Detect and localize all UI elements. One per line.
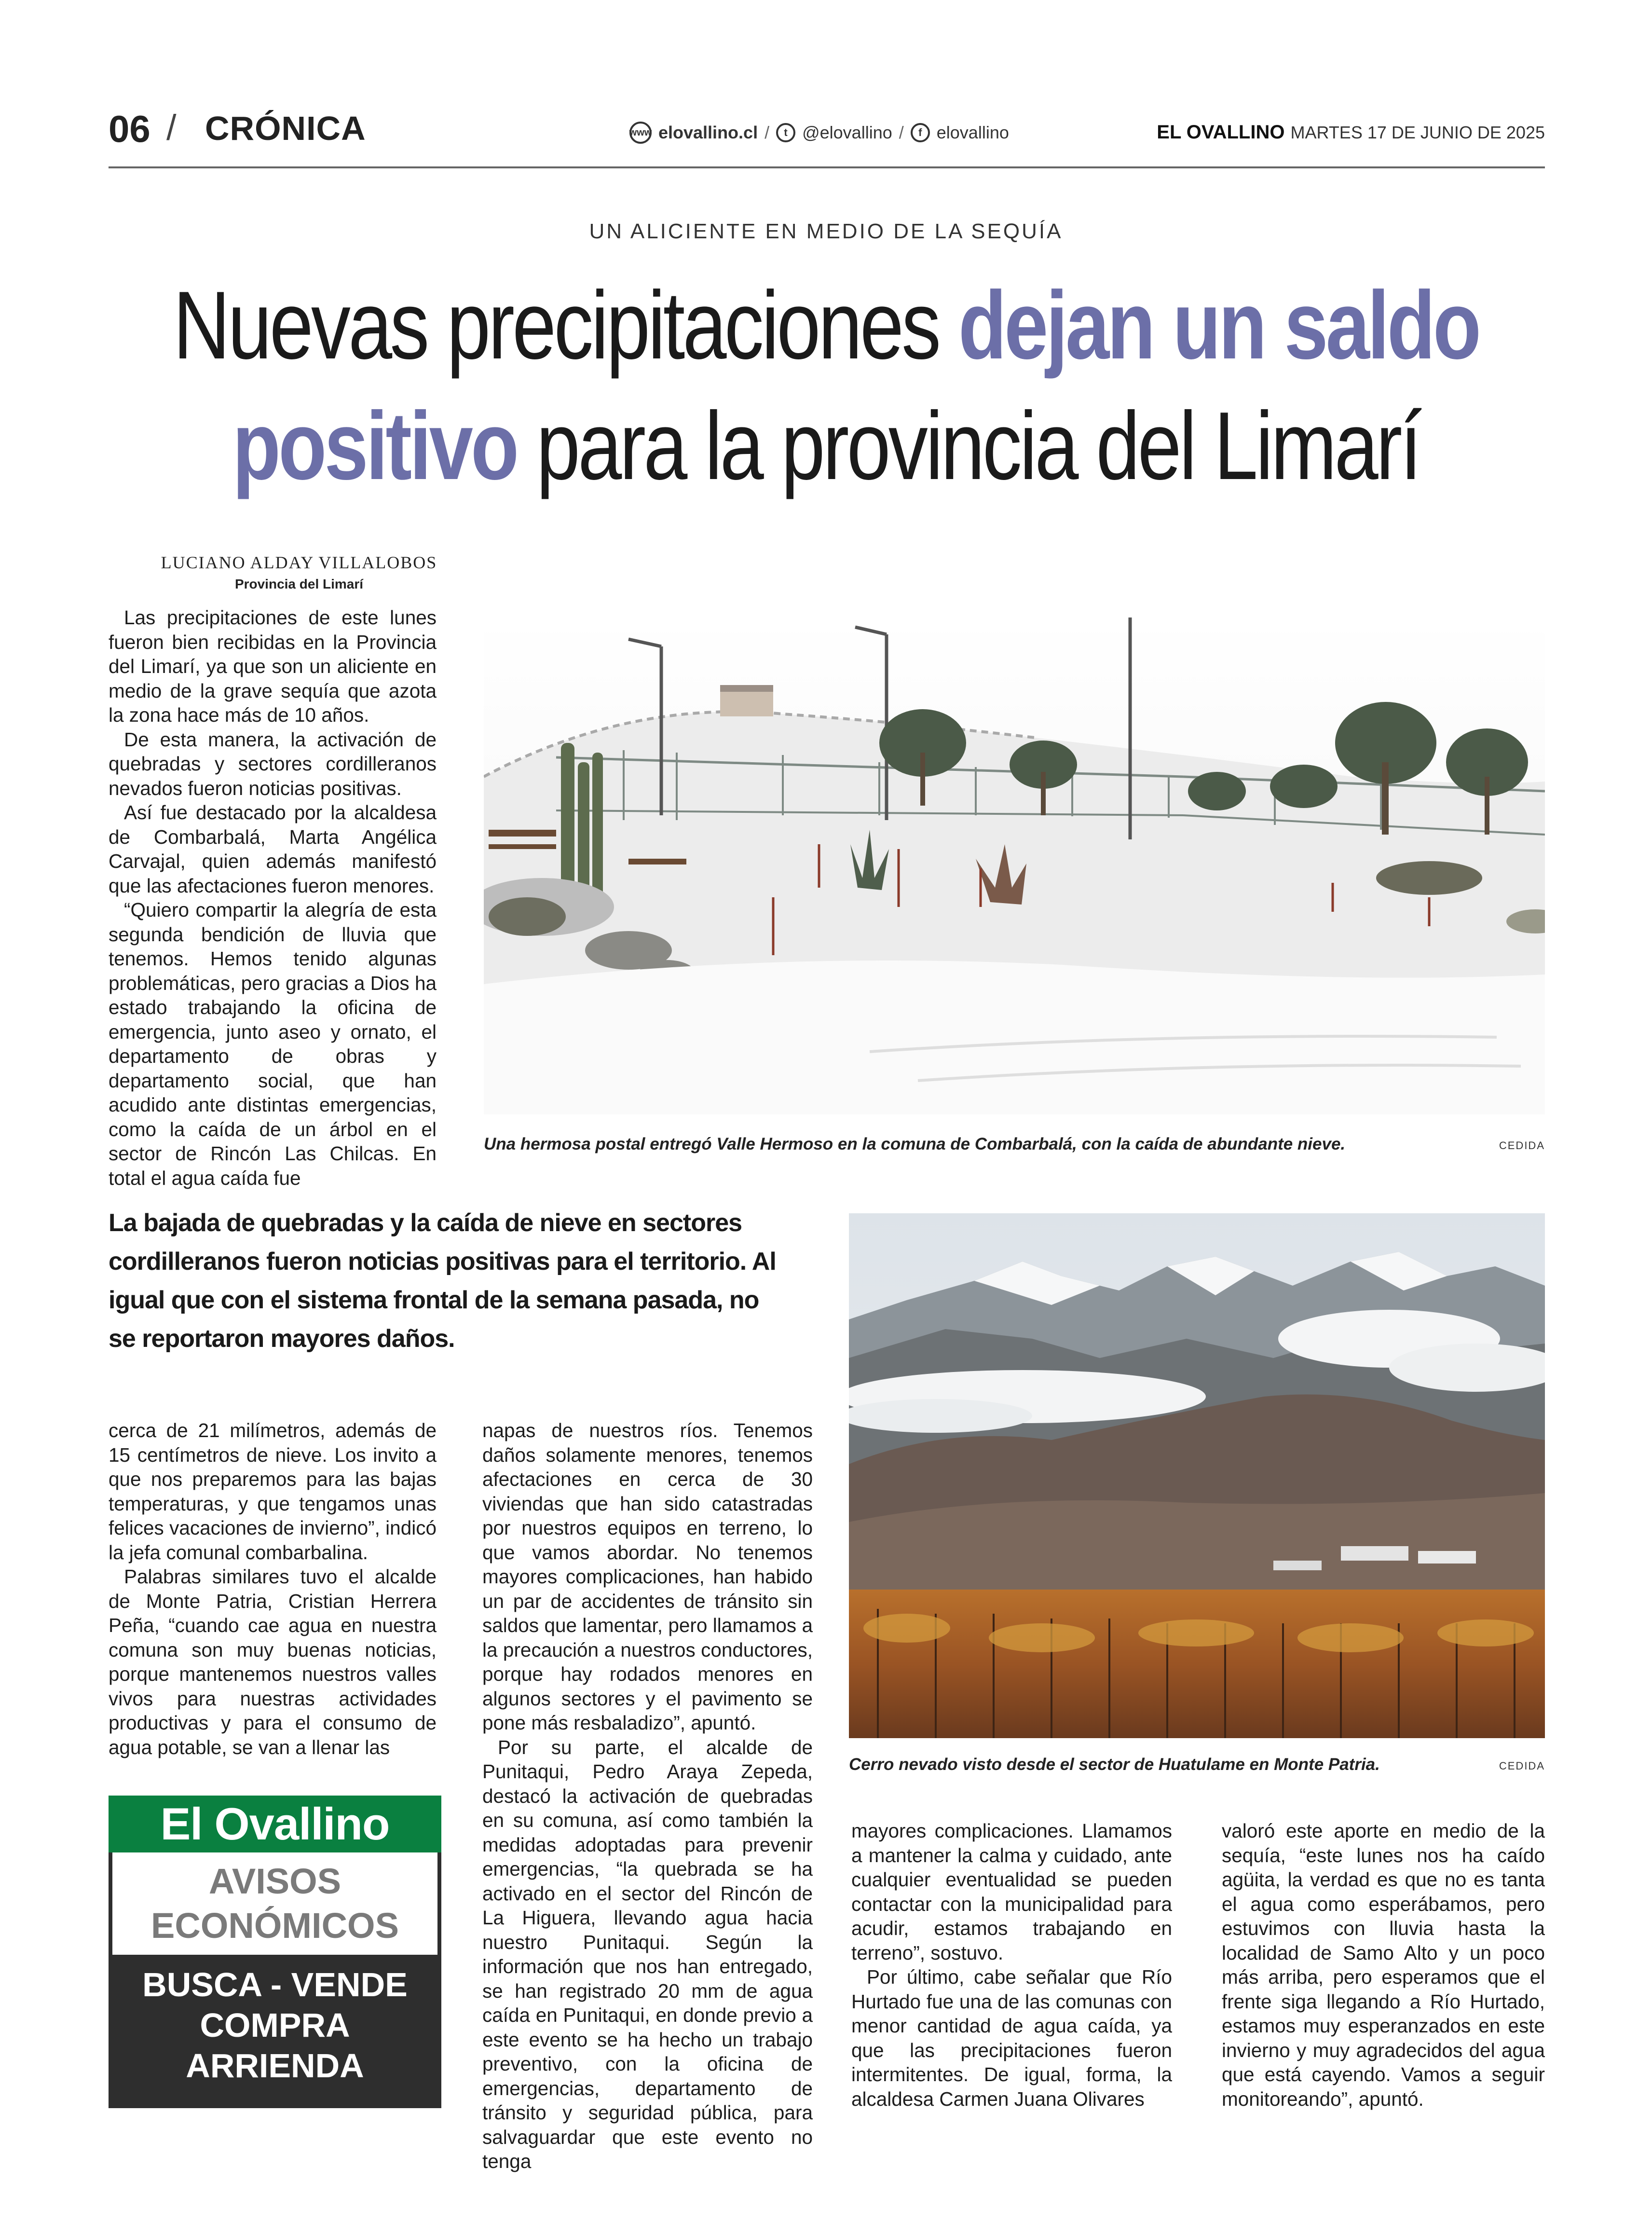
ad-action-line: COMPRA (200, 2006, 350, 2044)
paragraph: valoró este aporte en medio de la sequía, “este lunes nos ha caído agüita, la verdad es que no es tanta el agua como esperábamos, pero estuvimos con lluvia hasta la localidad de Samo Alto y un poco más arriba, pero esperamos que el frente siga llegando a Río Hurtado, estamos muy esperanzados en este invierno y muy agradecidos del agua que está cayendo. Vamos a seguir monitoreando”, apuntó. (1222, 1820, 1545, 2110)
kicker: UN ALICIENTE EN MEDIO DE LA SEQUÍA (589, 219, 1063, 243)
photo-credit: CEDIDA (1499, 1760, 1545, 1772)
snowy-mountain-photo (849, 1213, 1545, 1738)
byline-place: Provincia del Limarí (234, 576, 364, 591)
headline-highlight: positivo (232, 392, 517, 500)
ad-title-line: ECONÓMICOS (151, 1906, 399, 1946)
paragraph: Por último, cabe señalar que Río Hurtado fue una de las comunas con menor cantidad de agua caída, ya que las precipitaciones fueron intermitentes. De igual, forma, la alcaldesa Carmen Juana Olivares (851, 1966, 1172, 2110)
twitter-handle[interactable]: @elovallino (802, 123, 892, 142)
ad-title-line: AVISOS (208, 1861, 341, 1901)
paragraph: Palabras similares tuvo el alcalde de Monte Patria, Cristian Herrera Peña, “cuando cae agua en nuestra comuna son muy buenas noticias, porque mantenemos nuestros valles vivos para nuestras actividades productivas y para el consumo de agua potable, se van a llenar las (109, 1565, 437, 1758)
paragraph: mayores complicaciones. Llamamos a mantener la calma y cuidado, ante cualquier eventualidad se pueden contactar con la municipalidad para acudir, estamos trabajando en terreno”, sostuvo. (851, 1820, 1172, 1964)
masthead (1157, 122, 1545, 143)
header-links (629, 122, 1009, 144)
body-column-2 (482, 1418, 813, 2174)
globe-icon: www (629, 122, 652, 144)
paragraph: cerca de 21 milímetros, además de 15 centímetros de nieve. Los invito a que nos preparemos para las bajas temperaturas, y que tengamos unas felices vacaciones de invierno”, indicó la jefa comunal combarbalina. (109, 1419, 437, 1564)
body-column-1 (109, 605, 437, 1190)
ad-brand: El Ovallino (109, 1796, 441, 1852)
headline-text: para la provincia del Limarí (517, 392, 1420, 500)
page-number: 06 (109, 108, 150, 150)
body-column-4 (1222, 1819, 1545, 2111)
website-link[interactable]: elovallino.cl (658, 123, 758, 142)
facebook-icon: f (911, 123, 930, 142)
headline-line-2 (149, 392, 1503, 500)
headline-text: Nuevas precipitaciones (173, 272, 958, 379)
body-column-3 (851, 1819, 1172, 2111)
byline-author: LUCIANO ALDAY VILLALOBOS (161, 553, 437, 572)
header-slash: / (166, 108, 177, 148)
paragraph: “Quiero compartir la alegría de esta segunda bendición de lluvia que tenemos. Hemos tenido algunas problemáticas, pero gracias a Dios ha estado trabajando la oficina de emergencia, junto aseo y ornato, el departamento de obras y departamento social, que han acudido ante distintas emergencias, como la caída de un árbol en el sector de Rincón Las Chilcas. En total el agua caída fue (109, 899, 437, 1189)
photo-credit: CEDIDA (1499, 1139, 1545, 1152)
header-rule (109, 166, 1545, 168)
classifieds-ad[interactable] (109, 1796, 441, 2108)
ad-action-line: BUSCA - VENDE (142, 1966, 408, 2003)
deck: La bajada de quebradas y la caída de nieve en sectores cordilleranos fueron noticias positivas para el territorio. Al igual que con el sistema frontal de la semana pasada, no se reportaron mayores daños. (109, 1209, 776, 1353)
headline-highlight: dejan un saldo (958, 272, 1479, 379)
headline-line-1 (149, 272, 1503, 379)
snow-park-photo (484, 617, 1545, 1114)
paragraph: Así fue destacado por la alcaldesa de Combarbalá, Marta Angélica Carvajal, quien además manifestó que las afectaciones fueron menores. (109, 801, 437, 897)
body-column-1-continued (109, 1418, 437, 1759)
ad-action-line: ARRIENDA (186, 2047, 364, 2085)
section-name: CRÓNICA (205, 110, 366, 147)
paragraph: Las precipitaciones de este lunes fueron bien recibidas en la Provincia del Limarí, ya que son un aliciente en medio de la grave sequía que azota la zona hace más de 10 años. (109, 606, 437, 726)
header-separator: / (765, 123, 770, 142)
ad-title-box (112, 1852, 437, 1955)
masthead-title: EL OVALLINO (1157, 122, 1285, 143)
ad-actions (109, 1964, 441, 2086)
photo-caption: Cerro nevado visto desde el sector de Huatulame en Monte Patria. (849, 1755, 1380, 1774)
photo-caption: Una hermosa postal entregó Valle Hermoso en la comuna de Combarbalá, con la caída de abundante nieve. (484, 1135, 1346, 1153)
paragraph: Por su parte, el alcalde de Punitaqui, Pedro Araya Zepeda, destacó la activación de quebradas en su comuna, así como también la medidas adoptadas para prevenir emergencias, “la quebrada se ha activado en el sector del Rincón de La Higuera, llevando agua hacia nuestro Punitaqui. Según la información que nos han entregado, se han registrado 20 mm de agua caída en Punitaqui, en donde previo a este evento se ha hecho un trabajo preventivo, con la oficina de emergencias, departamento de tránsito y seguridad pública, para salvaguardar que este evento no tenga (482, 1736, 813, 2172)
paragraph: napas de nuestros ríos. Tenemos daños solamente menores, tenemos afectaciones en cerca de 30 viviendas que han sido catastradas por nuestros equipos en terreno, lo que vamos abordar. No tenemos mayores complicaciones, han habido un par de accidentes de tránsito sin saldos que lamentar, pero llamamos a la precaución a nuestros conductores, porque hay rodados menores en algunos sectores y el pavimento se pone más resbaladizo”, apuntó. (482, 1419, 813, 1734)
facebook-handle[interactable]: elovallino (936, 123, 1009, 142)
issue-date: MARTES 17 DE JUNIO DE 2025 (1290, 123, 1545, 142)
header-separator: / (899, 123, 904, 142)
paragraph: De esta manera, la activación de quebradas y sectores cordilleranos nevados fueron noticias positivas. (109, 728, 437, 799)
twitter-icon: t (776, 123, 795, 142)
